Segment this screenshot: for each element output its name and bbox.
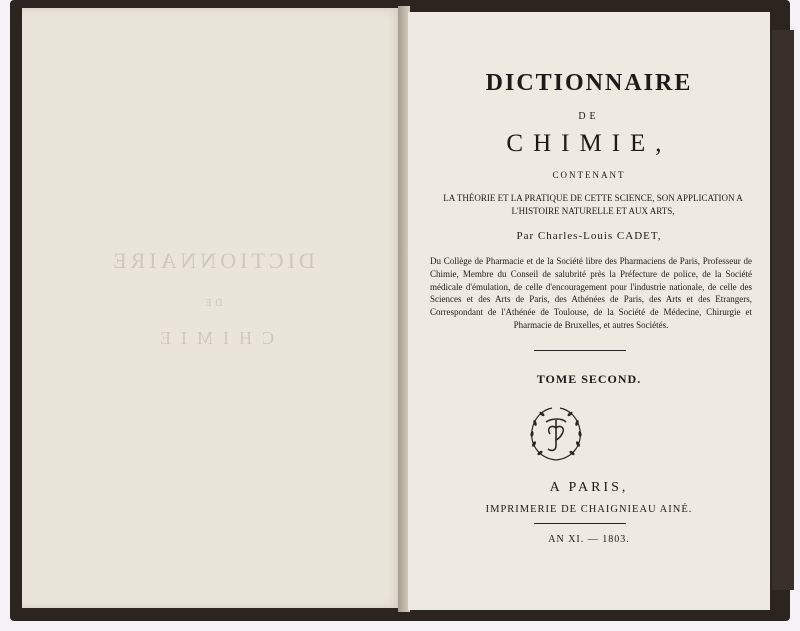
volume-label: TOME SECOND.	[536, 372, 642, 386]
bleed-through-subtitle: CHIMIE	[150, 328, 274, 348]
printer-name: IMPRIMERIE DE CHAIGNIEAU AINÉ.	[485, 504, 693, 515]
book-subtitle: CHIMIE,	[506, 130, 672, 157]
scope-statement: LA THÉORIE ET LA PRATIQUE DE CETTE SCIENCE, SON APPLICATION A L'HISTOIRE NATURELLE ET AUX ARTS,	[443, 193, 743, 216]
title-page	[408, 12, 770, 610]
author-affiliations: Du Collège de Pharmacie et de la Société libre des Pharmaciens de Paris, Professeur de Chimie, Membre du Conseil de salubrité près la Préfecture de police, de la Société médicale d'émulation, de celle d'encouragement pour l'industrie nationale, de celle des Sciences et des Arts de Paris, des Athénées de Paris, des Arts et des Etrangers, Correspondant de l'Athénée de Toulouse, de la Société de Médecine, Chirurgie et Pharmacie de Bruxelles, et autres Sociétés.	[430, 256, 752, 330]
divider-rule	[534, 350, 626, 351]
left-page	[22, 8, 402, 608]
contenant-line: CONTENANT	[552, 170, 626, 180]
title-de: DE	[578, 111, 600, 122]
bleed-through-title: DICTIONNAIRE	[109, 248, 315, 273]
book-title: DICTIONNAIRE	[485, 70, 693, 96]
bleed-through-de: DE	[201, 298, 223, 309]
publication-place: A PARIS,	[549, 480, 629, 495]
author-line: Par Charles-Louis CADET,	[516, 230, 662, 242]
divider-rule-2	[534, 523, 626, 524]
publication-date: AN XI. — 1803.	[548, 534, 630, 545]
cover-edge	[772, 30, 794, 590]
monogram-wreath-icon	[526, 404, 586, 464]
